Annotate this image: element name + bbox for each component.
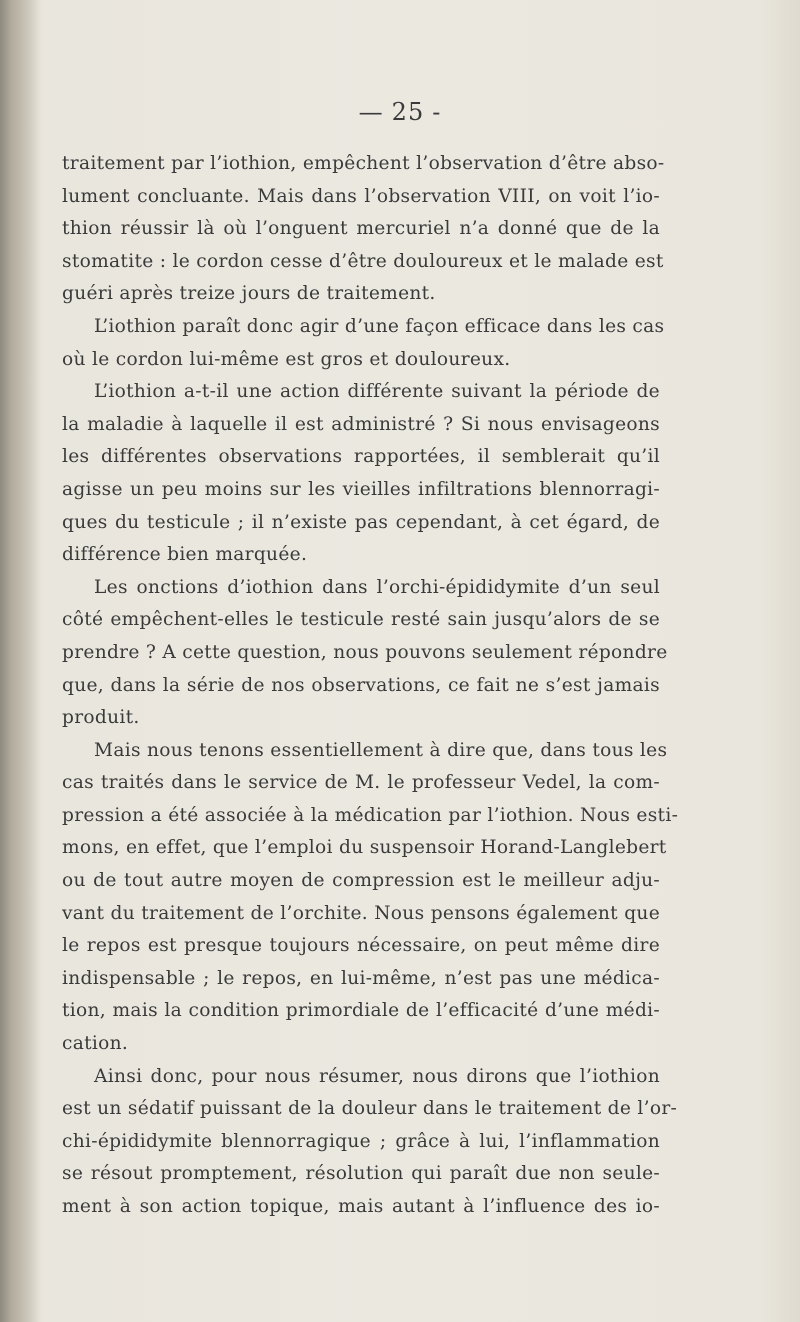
page-number [0,98,800,126]
text-line: tion, mais la condition primordiale de l’efficacité d’une médi- [62,1000,660,1022]
text-line: Les onctions d’iothion dans l’orchi-épididymite d’un seul [94,576,660,598]
text-line: stomatite : le cordon cesse d’être douloureux et le malade est [62,250,664,272]
text-line: est un sédatif puissant de la douleur dans le traitement de l’or- [62,1098,678,1120]
text-line: où le cordon lui-même est gros et douloureux. [62,348,511,370]
text-line: L’iothion a-t-il une action différente suivant la période de [94,381,660,403]
text-line: indispensable ; le repos, en lui-même, n’est pas une médica- [62,967,660,989]
text-line: lument concluante. Mais dans l’observation VIII, on voit l’io- [62,185,660,207]
text-line: que, dans la série de nos observations, ce fait ne s’est jamais [62,674,660,696]
page-number-digits: 25 [391,98,425,126]
text-line: différence bien marquée. [62,544,308,566]
text-line: ou de tout autre moyen de compression est le meilleur adju- [62,870,660,892]
body-text [62,148,679,1224]
text-line: côté empêchent-elles le testicule resté sain jusqu’alors de se [62,609,660,631]
text-line: mons, en effet, que l’emploi du suspensoir Horand-Langlebert [62,837,667,859]
text-line: vant du traitement de l’orchite. Nous pensons également que [62,902,660,924]
text-line: les différentes observations rapportées, il semblerait qu’il [62,446,660,468]
text-line: chi-épididymite blennorragique ; grâce à lui, l’inflammation [62,1130,660,1152]
page-binding-shadow [0,0,40,1322]
text-line: pression a été associée à la médication par l’iothion. Nous esti- [62,804,679,826]
text-line: L’iothion paraît donc agir d’une façon efficace dans les cas [94,315,665,337]
text-line: ment à son action topique, mais autant à l’influence des io- [62,1196,660,1217]
text-line: ques du testicule ; il n’existe pas cependant, à cet égard, de [62,511,660,533]
text-line: traitement par l’iothion, empêchent l’observation d’être abso- [62,153,665,174]
text-line: produit. [62,707,140,729]
page-number-dash-right: - [432,98,442,126]
text-line: la maladie à laquelle il est administré ? Si nous envisageons [62,413,660,435]
text-line: thion réussir là où l’onguent mercuriel n’a donné que de la [62,218,660,240]
text-line: cation. [62,1033,129,1055]
text-line: agisse un peu moins sur les vieilles infiltrations blennorragi- [62,478,660,500]
text-line: guéri après treize jours de traitement. [62,283,436,305]
text-line: se résout promptement, résolution qui paraît due non seule- [62,1163,660,1185]
text-line: le repos est presque toujours nécessaire, on peut même dire [62,935,660,957]
text-line: Mais nous tenons essentiellement à dire que, dans tous les [94,739,668,761]
text-line: cas traités dans le service de M. le professeur Vedel, la com- [62,772,660,794]
text-line: prendre ? A cette question, nous pouvons seulement répondre [62,641,668,663]
page-number-dash-left: — [358,98,384,126]
text-line: Ainsi donc, pour nous résumer, nous dirons que l’iothion [94,1065,660,1087]
